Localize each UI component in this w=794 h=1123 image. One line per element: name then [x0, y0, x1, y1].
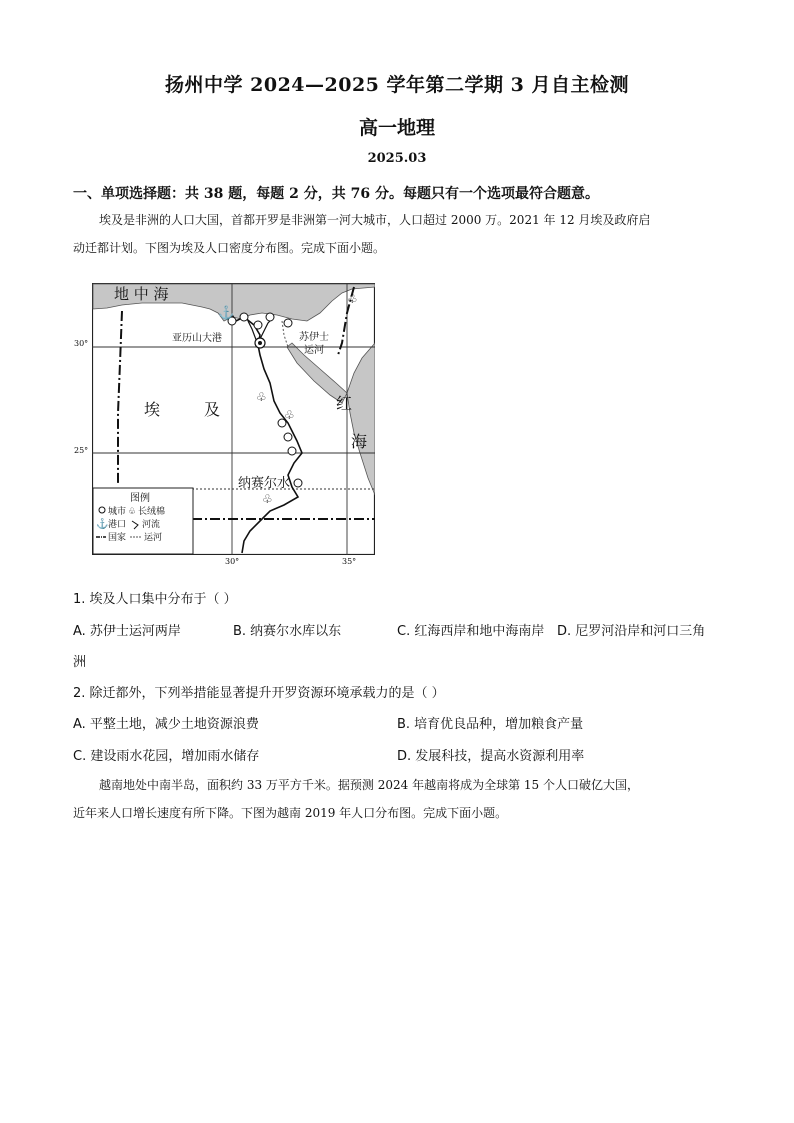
section-heading: 一、单项选择题：共 38 题，每题 2 分，共 76 分。每题只有一个选项最符合题意。	[73, 186, 599, 202]
red-sea-label-1: 红	[336, 394, 353, 413]
cotton-icon: ♧	[347, 292, 358, 306]
question-1-option-c[interactable]: C. 红海西岸和地中海南岸	[397, 624, 545, 639]
cotton-icon: ♧	[262, 492, 273, 506]
question-2-option-d[interactable]: D. 发展科技，提高水资源利用率	[397, 749, 585, 764]
mediterranean-label: 地 中 海	[114, 285, 169, 303]
egypt-population-map	[92, 283, 375, 555]
passage-vietnam	[73, 771, 725, 827]
question-2-stem: 2. 除迁都外，下列举措能显著提升开罗资源环境承载力的是（ ）	[73, 686, 445, 701]
question-2-option-c[interactable]: C. 建设雨水花园，增加雨水储存	[73, 749, 260, 764]
question-1-option-a[interactable]: A. 苏伊士运河两岸	[73, 624, 181, 639]
passage-vietnam-line1: 越南地处中南半岛，面积约 33 万平方千米。据预测 2024 年越南将成为全球第 15 个人口破亿大国，	[99, 778, 639, 792]
cotton-icon: ♧	[128, 507, 137, 517]
legend-border: 国家	[108, 533, 127, 543]
lon-30-label: 30°	[225, 557, 240, 566]
legend-canal: 运河	[144, 533, 163, 543]
lon-35-label: 35°	[342, 557, 357, 566]
egypt-label-2: 及	[204, 400, 221, 419]
cotton-icon: ♧	[256, 390, 267, 404]
question-2-option-a[interactable]: A. 平整土地，减少土地资源浪费	[73, 717, 259, 732]
suez-label-1: 苏伊士	[299, 332, 329, 343]
question-1-option-b[interactable]: B. 纳赛尔水库以东	[233, 624, 342, 639]
exam-date: 2025.03	[367, 151, 427, 166]
passage-egypt-line1: 埃及是非洲的人口大国，首都开罗是非洲第一河大城市，人口超过 2000 万。2021 年 12 月埃及政府启	[99, 213, 651, 227]
lat-30-label: 30°	[74, 339, 89, 348]
egypt-label-1: 埃	[144, 400, 161, 419]
cotton-icon: ♧	[284, 408, 295, 422]
red-sea-label-2: 海	[351, 432, 368, 451]
passage-egypt-line2: 动迁都计划。下图为埃及人口密度分布图。完成下面小题。	[73, 241, 386, 255]
anchor-icon: ⚓	[96, 519, 109, 530]
question-2-option-b[interactable]: B. 培育优良品种，增加粮食产量	[397, 717, 584, 732]
suez-label-2: 运河	[304, 345, 324, 356]
legend-cotton: 长绒棉	[138, 507, 166, 517]
alexandria-label: 亚历山大港	[172, 333, 222, 344]
legend-city: 城市	[108, 507, 127, 517]
anchor-icon: ⚓	[218, 306, 235, 321]
nasser-label: 纳赛尔水	[238, 476, 291, 491]
legend-port: 港口	[108, 520, 127, 530]
exam-subtitle: 高一地理	[358, 117, 435, 139]
question-1-option-d[interactable]: D. 尼罗河沿岸和河口三角	[557, 624, 706, 639]
exam-title: 扬州中学 2024—2025 学年第二学期 3 月自主检测	[165, 74, 629, 96]
passage-egypt	[73, 206, 725, 262]
question-1-stem: 1. 埃及人口集中分布于（ ）	[73, 592, 237, 607]
passage-vietnam-line2: 近年来人口增长速度有所下降。下图为越南 2019 年人口分布图。完成下面小题。	[73, 806, 508, 820]
question-1-option-d-cont: 洲	[73, 655, 87, 670]
legend-title: 图例	[130, 493, 150, 504]
legend-river: 河流	[142, 520, 161, 530]
lat-25-label: 25°	[74, 446, 89, 455]
